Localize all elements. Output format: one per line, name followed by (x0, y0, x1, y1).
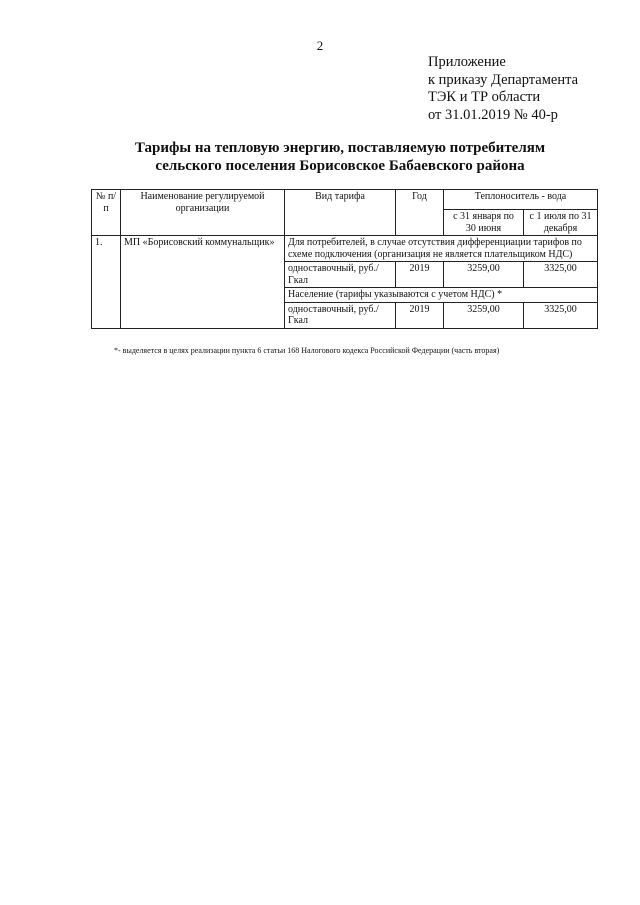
table-row (92, 236, 598, 262)
cell-value-1: 3259,00 (444, 302, 524, 328)
footnote: *- выделяется в целях реализации пункта 6 статьи 168 Налогового кодекса Российской Федерации (часть вторая) (114, 346, 500, 355)
cell-year: 2019 (396, 302, 444, 328)
header-org: Наименование регулируемой организации (121, 190, 285, 236)
cell-year: 2019 (396, 262, 444, 288)
header-period-1: с 31 января по 30 июня (444, 210, 524, 236)
cell-value-1: 3259,00 (444, 262, 524, 288)
cell-num: 1. (92, 236, 121, 329)
header-period-2: с 1 июля по 31 декабря (524, 210, 598, 236)
appendix-line-2: к приказу Департамента (428, 71, 579, 88)
table-header-row (92, 190, 598, 210)
appendix-line-1: Приложение (428, 54, 506, 70)
header-num: № п/п (92, 190, 121, 236)
page-number: 2 (316, 38, 324, 53)
header-tariff-type: Вид тарифа (285, 190, 396, 236)
header-carrier: Теплоноситель - вода (444, 190, 598, 210)
tariffs-table (91, 189, 598, 329)
title-line-2: сельского поселения Борисовское Бабаевского района (155, 158, 525, 174)
cell-org: МП «Борисовский коммунальщик» (121, 236, 285, 329)
appendix-block (428, 54, 578, 124)
appendix-line-4: от 31.01.2019 № 40-р (428, 106, 558, 123)
cell-section-2: Население (тарифы указываются с учетом НДС) * (285, 288, 598, 303)
cell-tariff-type: одноставочный, руб./Гкал (285, 302, 396, 328)
appendix-line-3: ТЭК и ТР области (428, 89, 541, 105)
header-year: Год (396, 190, 444, 236)
cell-section-1: Для потребителей, в случае отсутствия дифференциации тарифов по схеме подключения (организация не является плательщиком НДС) (285, 236, 598, 262)
document-title (0, 139, 640, 175)
title-line-1: Тарифы на тепловую энергию, поставляемую потребителям (134, 140, 546, 156)
cell-value-2: 3325,00 (524, 302, 598, 328)
cell-value-2: 3325,00 (524, 262, 598, 288)
cell-tariff-type: одноставочный, руб./Гкал (285, 262, 396, 288)
